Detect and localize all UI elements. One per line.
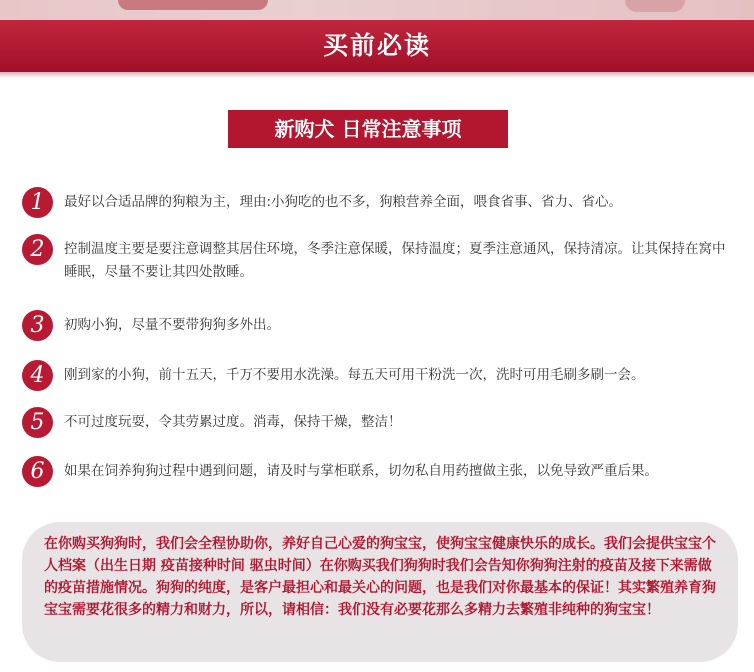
notice-panel [22, 522, 738, 662]
header-banner [0, 20, 754, 72]
top-photo-strip [0, 0, 754, 20]
number-badge: 4 [22, 360, 53, 391]
notice-text: 在你购买狗狗时，我们会全程协助你，养好自己心爱的狗宝宝，使狗宝宝健康快乐的成长。我们会提供宝宝个人档案（出生日期 疫苗接种时间 驱虫时间）在你购买我们狗狗时我们会告知你狗狗注射的疫苗及接下来需做的疫苗措施情况。狗狗的纯度，是客户最担心和最关心的问题，也是我们对你最基本的保证！其实繁殖养育狗宝宝需要花很多的精力和财力，所以，请相信：我们没有必要花那么多精力去繁殖非纯种的狗宝宝！ [44, 536, 716, 618]
list-item-text: 如果在饲养狗狗过程中遇到问题，请及时与掌柜联系，切勿私自用药擅做主张，以免导致严重后果。 [64, 463, 658, 479]
list-item-text: 最好以合适品牌的狗粮为主，理由:小狗吃的也不多，狗粮营养全面，喂食省事、省力、省心。 [64, 194, 623, 210]
photo-fragment [625, 0, 685, 12]
list-item-text: 不可过度玩耍，令其劳累过度。消毒，保持干燥，整洁！ [64, 414, 402, 430]
list-item-text: 初购小狗，尽量不要带狗狗多外出。 [64, 317, 280, 333]
number-badge: 2 [22, 234, 53, 265]
number-badge: 6 [22, 456, 53, 487]
section-subtitle: 新购犬 日常注意事项 [228, 110, 508, 148]
list-item-text: 刚到家的小狗，前十五天，千万不要用水洗澡。每五天可用干粉洗一次，洗时可用毛刷多刷一会。 [64, 367, 645, 383]
banner-shadow [0, 72, 754, 78]
photo-fragment [118, 0, 268, 10]
number-badge: 5 [22, 407, 53, 438]
number-badge: 1 [22, 187, 53, 218]
number-badge: 3 [22, 310, 53, 341]
banner-title: 买前必读 [322, 31, 431, 60]
list-item-text: 控制温度主要是要注意调整其居住环境，冬季注意保暖，保持温度；夏季注意通风，保持清凉。让其保持在窝中睡眠，尽量不要让其四处散睡。 [64, 241, 726, 280]
